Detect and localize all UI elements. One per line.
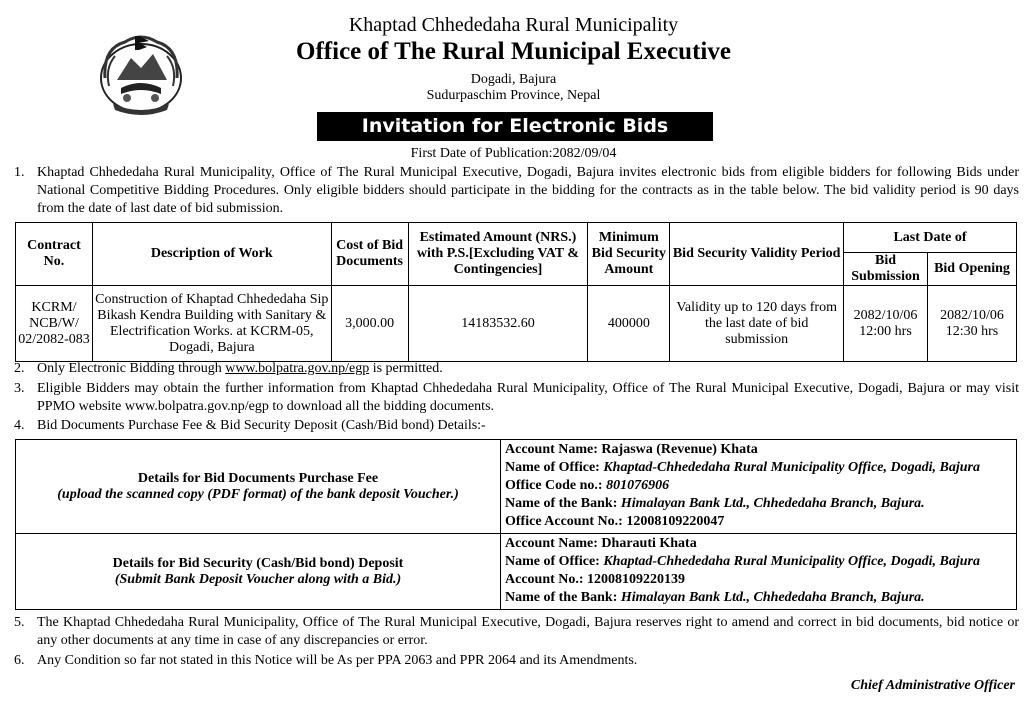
cell-opening: [928, 286, 1017, 362]
clause-5: [14, 614, 1019, 650]
cell-validity: Validity up to 120 days from the last date of bid submission: [670, 286, 844, 362]
cell-submission: [844, 286, 928, 362]
cell-description: Construction of Khaptad Chhededaha Sip Bikash Kendra Building with Sanitary & Electrification Works. at KCRM-05, Dogadi, Bajura: [92, 286, 331, 362]
municipality-name: Khaptad Chhededaha Rural Municipality: [348, 14, 679, 36]
field-label: Account Name:: [505, 442, 602, 457]
bank-name: Himalayan Bank Ltd., Chhededaha Branch, Bajura.: [620, 590, 925, 605]
cell-contract-no: KCRM/ NCB/W/ 02/2082-083: [16, 286, 93, 362]
clause-2: [14, 360, 1019, 378]
field-label: Office Code no.:: [505, 478, 607, 493]
publication-date: First Date of Publication:2082/09/04: [410, 146, 617, 161]
field-label: Name of Office:: [505, 460, 604, 475]
clause-text: Any Condition so far not stated in this Notice will be As per PPA 2063 and PPR 2064 and its Amendments.: [37, 653, 638, 668]
clause-text: Only Electronic Bidding through: [37, 361, 226, 376]
cell-min-security: 400000: [588, 286, 670, 362]
header-cost: Cost of Bid Documents: [331, 223, 408, 286]
office-code: 801076906: [606, 478, 670, 493]
header-contract-no: Contract No.: [16, 223, 93, 286]
header-validity: Bid Security Validity Period: [670, 223, 844, 286]
clause-number: 6.: [14, 653, 25, 668]
office-title: Office of The Rural Municipal Executive: [296, 38, 731, 65]
purchase-fee-label: [16, 440, 501, 534]
clause-text: Khaptad Chhededaha Rural Municipality, Office of The Rural Municipal Executive, Dogadi, Bajura invites electronic bids from eligible bidders for following Bids under National Competitive Bidding Procedures. Only eligible bidders should participate in the bidding for the contracts as in the table below. The bid validity period is 90 days from the date of last date of bid submission.: [37, 165, 1019, 216]
clause-1: [14, 164, 1019, 218]
field-label: Name of Office:: [505, 554, 604, 569]
fee-table: [15, 439, 1017, 610]
clause-6: [14, 652, 1019, 670]
header-bid-opening: Bid Opening: [928, 253, 1017, 286]
clause-number: 2.: [14, 361, 25, 376]
signoff-officer: Chief Administrative Officer: [850, 678, 1015, 693]
clause-text: Eligible Bidders may obtain the further information from Khaptad Chhededaha Rural Municipality, Office of The Rural Municipal Executive, Dogadi, Bajura or may visit PPMO website www.bolpatra.gov.np/egp to download all the bidding documents.: [37, 381, 1019, 414]
table-row: [16, 440, 1017, 534]
opening-time: 12:30 hrs: [945, 323, 999, 339]
cell-estimated-amount: 14183532.60: [408, 286, 588, 362]
header-bid-submission: Bid Submission: [844, 253, 928, 286]
account-name: Dharauti Khata: [601, 536, 697, 551]
field-label: Name of the Bank:: [505, 496, 621, 511]
field-label: Name of the Bank:: [505, 590, 621, 605]
security-deposit-label: [16, 534, 501, 610]
purchase-fee-details: [501, 440, 1017, 534]
header-description: Description of Work: [92, 223, 331, 286]
opening-date: 2082/10/06: [940, 307, 1004, 323]
clause-text: The Khaptad Chhededaha Rural Municipality, Office of The Rural Municipal Executive, Dogadi, Bajura reserves right to amend and correct in bid documents, bid notice or any other documents at any time in case of any discrepancies or error.: [37, 615, 1019, 648]
office-province: Sudurpaschim Province, Nepal: [426, 88, 601, 103]
field-label: Office Account No.:: [505, 514, 627, 529]
clause-number: 3.: [14, 381, 25, 396]
field-label: Account No.:: [505, 572, 588, 587]
account-number: 12008109220139: [587, 572, 686, 587]
clause-4: [14, 417, 1019, 435]
bid-table: [15, 222, 1017, 362]
office-name: Khaptad-Chhededaha Rural Municipality Office, Dogadi, Bajura: [603, 460, 980, 475]
notice-banner: Invitation for Electronic Bids: [317, 112, 713, 141]
clause-number: 4.: [14, 418, 25, 433]
office-name: Khaptad-Chhededaha Rural Municipality Office, Dogadi, Bajura: [603, 554, 980, 569]
cell-cost: 3,000.00: [331, 286, 408, 362]
table-row: [16, 286, 1017, 362]
header-last-date: Last Date of: [844, 223, 1017, 253]
purchase-fee-note: (upload the scanned copy (PDF format) of the bank deposit Voucher.): [57, 486, 459, 502]
clause-3: [14, 380, 1019, 416]
submission-date: 2082/10/06: [853, 307, 918, 323]
purchase-fee-title: Details for Bid Documents Purchase Fee: [137, 470, 379, 486]
clause-text: Bid Documents Purchase Fee & Bid Security Deposit (Cash/Bid bond) Details:-: [37, 418, 486, 433]
clause-text-end: is permitted.: [369, 361, 443, 376]
account-name: Rajaswa (Revenue) Khata: [601, 442, 758, 457]
security-deposit-details: [501, 534, 1017, 610]
clause-number: 1.: [14, 165, 25, 180]
office-location: Dogadi, Bajura: [470, 72, 557, 87]
bank-name: Himalayan Bank Ltd., Chhededaha Branch, Bajura.: [620, 496, 925, 511]
account-number: 12008109220047: [626, 514, 725, 529]
security-deposit-title: Details for Bid Security (Cash/Bid bond) Deposit: [112, 555, 404, 571]
egp-link[interactable]: www.bolpatra.gov.np/egp: [225, 361, 370, 376]
header-estimated-amount: Estimated Amount (NRS.) with P.S.[Excluding VAT & Contingencies]: [408, 223, 588, 286]
submission-time: 12:00 hrs: [859, 323, 912, 339]
clause-number: 5.: [14, 615, 25, 630]
header-min-security: Minimum Bid Security Amount: [588, 223, 670, 286]
table-row: [16, 534, 1017, 610]
security-deposit-note: (Submit Bank Deposit Voucher along with a Bid.): [114, 571, 402, 587]
field-label: Account Name:: [505, 536, 602, 551]
